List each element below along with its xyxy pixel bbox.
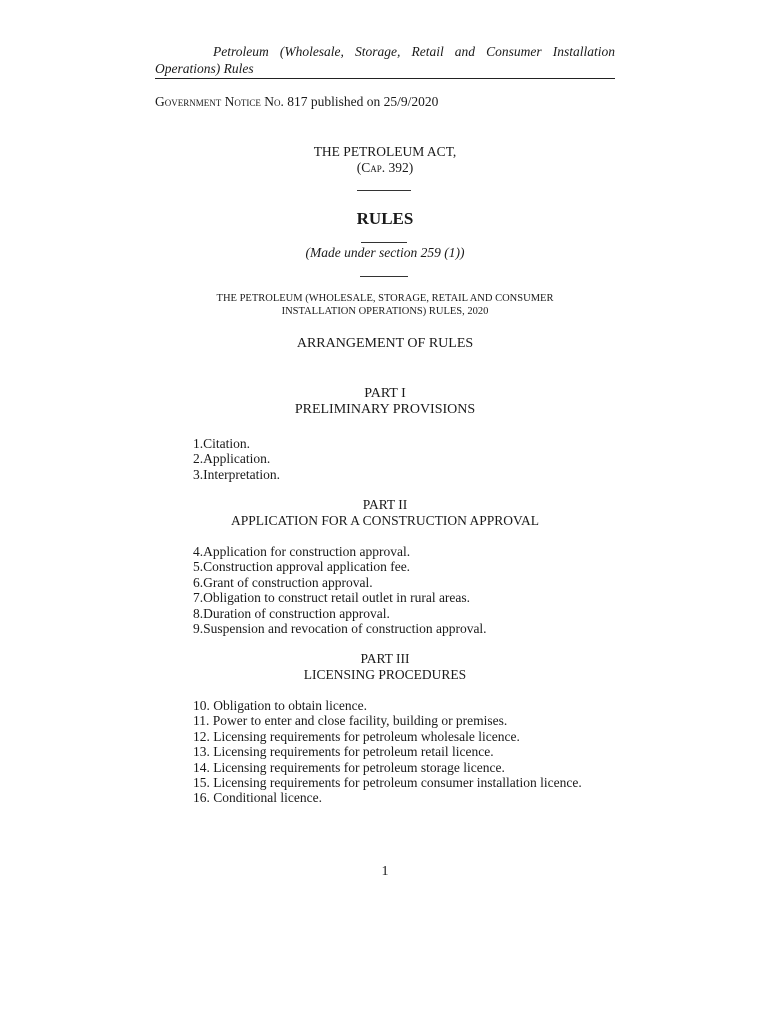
part-heading: PART II bbox=[362, 497, 408, 512]
list-item: 16. Conditional licence. bbox=[193, 790, 322, 806]
act-chapter bbox=[0, 160, 770, 176]
rules-title: RULES bbox=[356, 209, 414, 228]
divider-rule bbox=[357, 190, 411, 191]
full-title-line-1: THE PETROLEUM (WHOLESALE, STORAGE, RETAIL AND CONSUMER bbox=[216, 293, 554, 304]
list-item: 3.Interpretation. bbox=[193, 466, 280, 482]
list-item: 4.Application for construction approval. bbox=[193, 544, 411, 559]
government-notice-label: Government Notice No. bbox=[155, 94, 284, 109]
made-under-note: (Made under section 259 (1)) bbox=[305, 245, 465, 260]
part-title: LICENSING PROCEDURES bbox=[303, 667, 467, 682]
government-notice-details: 817 published on 25/9/2020 bbox=[283, 94, 439, 109]
list-item: 2.Application. bbox=[193, 451, 271, 467]
running-header bbox=[155, 43, 615, 79]
list-item: 6.Grant of construction approval. bbox=[193, 574, 373, 590]
list-item: 12. Licensing requirements for petroleum wholesale licence. bbox=[193, 728, 520, 744]
full-title-line-2: INSTALLATION OPERATIONS) RULES, 2020 bbox=[281, 306, 489, 317]
list-item: 14. Licensing requirements for petroleum storage licence. bbox=[193, 759, 505, 775]
arrangement-heading: ARRANGEMENT OF RULES bbox=[296, 336, 474, 351]
divider-rule bbox=[361, 242, 407, 243]
list-item: 7.Obligation to construct retail outlet in rural areas. bbox=[193, 590, 471, 606]
part-title: PRELIMINARY PROVISIONS bbox=[294, 402, 476, 417]
list-item: 13. Licensing requirements for petroleum retail licence. bbox=[193, 744, 494, 760]
government-notice bbox=[155, 94, 438, 110]
act-chapter-open: ( bbox=[356, 160, 362, 175]
running-header-line-2: Operations) Rules bbox=[155, 61, 254, 76]
running-header-line-1: Petroleum (Wholesale, Storage, Retail and Consumer Installation bbox=[213, 44, 615, 59]
rules-list bbox=[193, 544, 487, 636]
act-title: THE PETROLEUM ACT, bbox=[313, 144, 457, 159]
list-item: 15. Licensing requirements for petroleum consumer installation licence. bbox=[193, 775, 582, 791]
page-number: 1 bbox=[381, 864, 389, 879]
part-title: APPLICATION FOR A CONSTRUCTION APPROVAL bbox=[230, 513, 540, 528]
list-item: 8.Duration of construction approval. bbox=[193, 605, 390, 621]
part-heading: PART III bbox=[360, 651, 410, 666]
act-chapter-word: Cap. bbox=[361, 160, 386, 175]
list-item: 1.Citation. bbox=[193, 436, 250, 451]
list-item: 9.Suspension and revocation of construction approval. bbox=[193, 621, 487, 637]
list-item: 10. Obligation to obtain licence. bbox=[193, 698, 367, 713]
list-item: 11. Power to enter and close facility, building or premises. bbox=[193, 713, 508, 729]
act-chapter-number: 392) bbox=[385, 160, 414, 175]
part-heading: PART I bbox=[364, 386, 406, 401]
list-item: 5.Construction approval application fee. bbox=[193, 559, 411, 575]
divider-rule bbox=[360, 276, 408, 277]
rules-list bbox=[193, 436, 280, 482]
rules-list bbox=[193, 698, 582, 806]
